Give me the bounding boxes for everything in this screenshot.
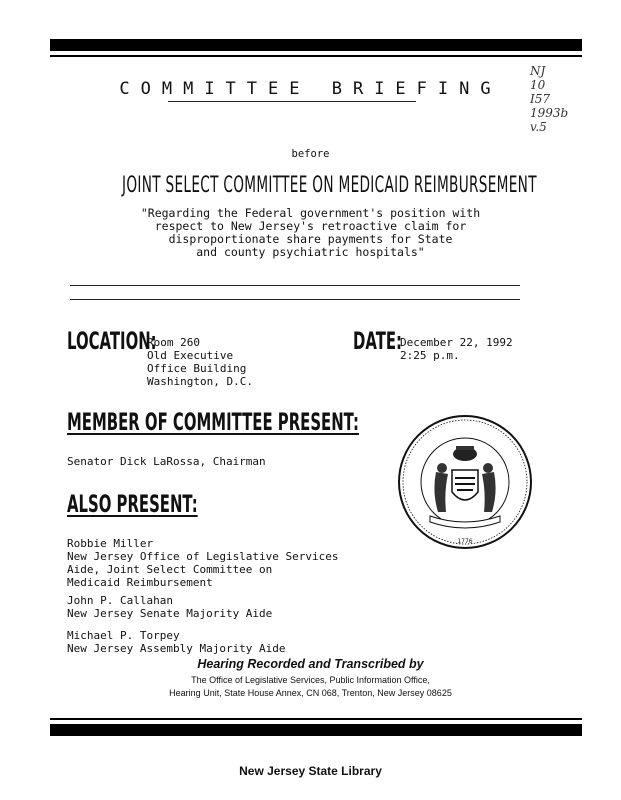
handwriting-line: 10	[530, 78, 546, 92]
handwritten-notes	[530, 64, 568, 134]
subject-line: respect to New Jersey's retroactive claim for	[154, 219, 467, 233]
subject-text	[0, 207, 621, 259]
attendee-role: New Jersey Assembly Majority Aide	[67, 642, 286, 655]
location-line: Office Building	[147, 362, 247, 375]
attendee-role: New Jersey Senate Majority Aide	[67, 607, 273, 620]
library-stamp: New Jersey State Library	[239, 764, 382, 778]
transcribed-by-heading: Hearing Recorded and Transcribed by	[197, 657, 424, 671]
date-line: 2:25 p.m.	[400, 349, 460, 362]
bottom-thin-rule	[50, 718, 582, 720]
title-underline	[168, 101, 416, 102]
attendee-name: John P. Callahan	[67, 594, 173, 607]
handwriting-line: I57	[530, 92, 551, 106]
attendee-entry	[67, 537, 339, 589]
attendee-name: Michael P. Torpey	[67, 629, 180, 642]
attendee-entry	[67, 629, 286, 655]
handwriting-line: 1993b	[530, 106, 569, 120]
top-thin-rule	[50, 55, 582, 57]
separator-line	[70, 299, 520, 300]
footer-office-line: The Office of Legislative Services, Public Information Office,	[191, 675, 430, 685]
attendee-role: Aide, Joint Select Committee on	[67, 563, 273, 576]
seal-year: 1776	[457, 538, 473, 545]
location-block	[147, 336, 253, 388]
subject-line: "Regarding the Federal government's position with	[140, 206, 481, 220]
location-line: Old Executive	[147, 349, 234, 362]
bottom-thick-rule	[50, 724, 582, 736]
date-block	[400, 336, 513, 362]
location-line: Washington, D.C.	[147, 375, 253, 388]
footer-address-line: Hearing Unit, State House Annex, CN 068, Trenton, New Jersey 08625	[169, 688, 452, 698]
top-thick-rule	[50, 39, 582, 51]
attendee-role: Medicaid Reimbursement	[67, 576, 213, 589]
location-line: Room 260	[147, 336, 200, 349]
date-line: December 22, 1992	[400, 336, 513, 349]
location-label: LOCATION:	[67, 327, 157, 355]
subject-line: and county psychiatric hospitals"	[196, 245, 425, 259]
attendee-entry	[67, 594, 272, 620]
date-label: DATE:	[353, 327, 402, 355]
committee-name: JOINT SELECT COMMITTEE ON MEDICAID REIMBURSEMENT	[122, 173, 537, 198]
handwriting-line: v.5	[530, 120, 547, 134]
also-present-label: ALSO PRESENT:	[67, 490, 198, 518]
before-text: before	[291, 148, 330, 160]
subject-line: disproportionate share payments for State	[168, 232, 453, 246]
handwriting-line: NJ	[530, 64, 546, 78]
member-present-label: MEMBER OF COMMITTEE PRESENT:	[67, 408, 359, 436]
attendee-role: New Jersey Office of Legislative Services	[67, 550, 339, 563]
attendee-name: Robbie Miller	[67, 537, 154, 550]
nj-state-seal	[396, 412, 534, 552]
separator-line	[70, 285, 520, 286]
document-title: COMMITTEE BRIEFING	[119, 79, 502, 99]
member-name: Senator Dick LaRossa, Chairman	[67, 455, 266, 468]
